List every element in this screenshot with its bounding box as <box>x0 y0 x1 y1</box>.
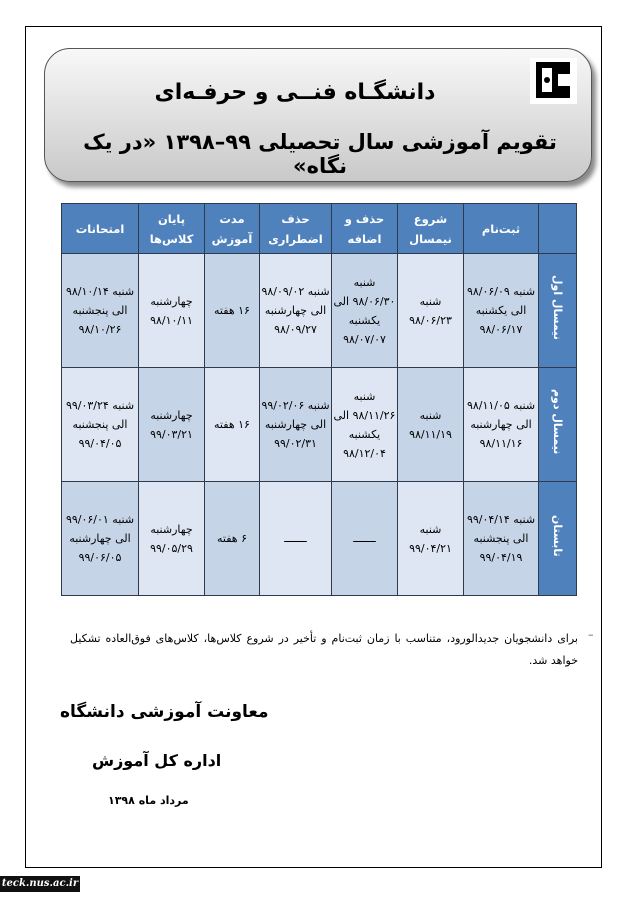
calendar-title: تقویم آموزشی سال تحصیلی ۹۹–۱۳۹۸ «در یک نگاه» <box>83 130 557 178</box>
cell-exams: شنبه ۹۸/۱۰/۱۴ الی پنجشنبه ۹۸/۱۰/۲۶ <box>62 254 139 368</box>
cell-classes-end: چهارشنبه ۹۹/۰۵/۲۹ <box>139 482 205 596</box>
cell-semester-start: شنبه ۹۹/۰۴/۲۱ <box>398 482 464 596</box>
cell-duration: ۶ هفته <box>205 482 260 596</box>
cell-emergency-drop: شنبه ۹۸/۰۹/۰۲ الی چهارشنبه ۹۸/۰۹/۲۷ <box>260 254 332 368</box>
university-title: دانشگـاه فنــی و حرفـه‌ای <box>154 80 436 105</box>
signature-deputy: معاونت آموزشی دانشگاه <box>60 702 269 722</box>
column-header-exams: امتحانات <box>62 204 139 254</box>
cell-emergency-drop: شنبه ۹۹/۰۲/۰۶ الی چهارشنبه ۹۹/۰۲/۳۱ <box>260 368 332 482</box>
cell-registration: شنبه ۹۸/۱۱/۰۵ الی چهارشنبه ۹۸/۱۱/۱۶ <box>464 368 539 482</box>
signature-date: مرداد ماه ۱۳۹۸ <box>108 794 189 807</box>
table-row <box>62 482 577 596</box>
note-bullet: – <box>588 628 594 641</box>
cell-exams: شنبه ۹۹/۰۳/۲۴ الی پنجشنبه ۹۹/۰۴/۰۵ <box>62 368 139 482</box>
signature-office: اداره کل آموزش <box>92 751 222 770</box>
cell-classes-end: چهارشنبه ۹۸/۱۰/۱۱ <box>139 254 205 368</box>
table-row <box>62 254 577 368</box>
column-header-add-drop: حذف و اضافه <box>332 204 398 254</box>
cell-duration: ۱۶ هفته <box>205 254 260 368</box>
column-header-emergency-drop: حذف اضطراری <box>260 204 332 254</box>
column-header-corner <box>539 204 577 254</box>
cell-registration: شنبه ۹۹/۰۴/۱۴ الی پنجشنبه ۹۹/۰۴/۱۹ <box>464 482 539 596</box>
column-header-semester-start: شروع نیمسال <box>398 204 464 254</box>
row-header-first-semester: نیمسال اول <box>539 254 577 368</box>
column-header-duration: مدت آموزش <box>205 204 260 254</box>
cell-classes-end: چهارشنبه ۹۹/۰۳/۲۱ <box>139 368 205 482</box>
cell-registration: شنبه ۹۸/۰۶/۰۹ الی یکشنبه ۹۸/۰۶/۱۷ <box>464 254 539 368</box>
row-header-summer: تابستان <box>539 482 577 596</box>
table-header-row <box>62 204 577 254</box>
footnote: برای دانشجویان جدیدالورود، متناسب با زمان ثبت‌نام و تأخیر در شروع کلاس‌ها، کلاس‌های فوق‌العاده تشکیل خواهد شد. <box>70 632 578 667</box>
cell-add-drop: شنبه ۹۸/۰۶/۳۰ الی یکشنبه ۹۸/۰۷/۰۷ <box>332 254 398 368</box>
cell-add-drop: ـــــــ <box>332 482 398 596</box>
row-header-second-semester: نیمسال دوم <box>539 368 577 482</box>
site-watermark: teck.nus.ac.ir <box>0 876 80 892</box>
university-logo-icon <box>530 58 577 104</box>
cell-semester-start: شنبه ۹۸/۰۶/۲۳ <box>398 254 464 368</box>
academic-calendar-table <box>61 203 577 596</box>
column-header-registration: ثبت‌نام <box>464 204 539 254</box>
cell-duration: ۱۶ هفته <box>205 368 260 482</box>
cell-emergency-drop: ـــــــ <box>260 482 332 596</box>
cell-semester-start: شنبه ۹۸/۱۱/۱۹ <box>398 368 464 482</box>
column-header-classes-end: پایان کلاس‌ها <box>139 204 205 254</box>
cell-exams: شنبه ۹۹/۰۶/۰۱ الی چهارشنبه ۹۹/۰۶/۰۵ <box>62 482 139 596</box>
cell-add-drop: شنبه ۹۸/۱۱/۲۶ الی یکشنبه ۹۸/۱۲/۰۴ <box>332 368 398 482</box>
table-row <box>62 368 577 482</box>
